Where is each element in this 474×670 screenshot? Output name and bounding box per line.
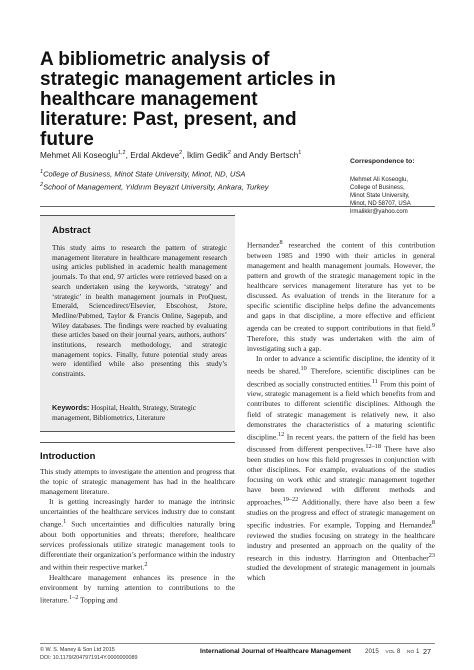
affiliation-text: College of Business, Minot State University, Minot, ND, USA — [43, 169, 246, 179]
paragraph — [40, 497, 235, 573]
author-affiliation-mark: 1,2 — [117, 150, 126, 157]
page-number: 27 — [423, 647, 432, 656]
citation: 12–18 — [365, 443, 381, 451]
citation: 12 — [278, 430, 285, 438]
citation: 8 — [279, 239, 283, 246]
introduction-section — [40, 442, 235, 640]
author-name: Erdal Akdeve — [130, 150, 180, 160]
correspondence-line: Minot State University, — [350, 193, 410, 199]
sentence: Healthcare management enhances its presence in the environment by turning attention to contributions to the literature. — [40, 572, 235, 605]
author-list: Mehmet Ali Koseoglu$^{1,2}$, Erdal Akdeve$^2$, İklim Gedik$^2$ and Andy Bertsch$^1$ — [40, 150, 302, 160]
copyright-line: © W. S. Maney & Son Ltd 2015 — [40, 647, 115, 653]
sentence: Therefore, this study was undertaken with the aim of investigating such a gap. — [247, 333, 435, 353]
issue-info — [365, 648, 419, 655]
author-name: Mehmet Ali Koseoglu — [40, 150, 118, 160]
sentence: It is getting increasingly harder to manage the intrinsic uncertainties of the healthcare services industry due to constant change. — [40, 497, 235, 529]
issue-number: 1 — [415, 648, 420, 655]
correspondence-line: lrmalikkr@yahoo.com — [350, 209, 408, 215]
sentence: Such uncertainties and difficulties naturally bring about both opportunities and threats; therefore, healthcare services professionals utilize strategic management tools to differentiate their organization’s performance within the industry and within their respective market. — [40, 519, 235, 572]
right-column-text — [247, 238, 435, 640]
correspondence-label: Correspondence to: — [350, 158, 415, 165]
sentence: reviewed the studies focusing on strategy in the healthcare industry and presented an approach on the quality of the research in this industry. Harrington and Ottenbacher — [247, 530, 435, 563]
citation: 10 — [300, 365, 307, 373]
header-divider — [40, 206, 435, 207]
affiliation-line — [40, 180, 320, 193]
affiliation-number: 2 — [40, 182, 44, 189]
citation: 19–22 — [282, 496, 299, 504]
citation: 1 — [63, 518, 67, 526]
issue-year: 2015 — [365, 648, 379, 655]
correspondence-address — [350, 176, 460, 216]
citation: 2 — [144, 561, 148, 569]
journal-name: International Journal of Healthcare Management — [200, 648, 351, 655]
paragraph — [40, 467, 235, 497]
sentence: There have also been studies on how this field progresses in conjunction with other disciplines. For example, evaluations of the studies focusing on work ethic and strategic management together have been reviewed with different methods and approaches. — [247, 444, 435, 507]
keywords-text: Hospital, Health, Strategy, Strategic management, Bibliometrics, Literature — [52, 403, 197, 422]
affiliation-text: School of Management, Yıldırım Beyazıt University, Ankara, Turkey — [43, 182, 269, 192]
citation: 9 — [431, 322, 435, 330]
footer-divider — [40, 643, 435, 644]
affiliations — [40, 167, 320, 193]
sentence: Additionally, there have also been a few studies on the progress and effect of strategic management on specific industries. For example, Topping and Hernandez — [247, 497, 435, 530]
sentence: This study attempts to investigate the attention and progress that the topic of strategic management has had in the healthcare management literature. — [40, 467, 235, 497]
sentence: Hernandez — [247, 240, 280, 250]
correspondence-line: College of Business, — [350, 185, 405, 191]
sentence: In recent years, the pattern of the field has been discussed from different perspectives. — [247, 432, 435, 454]
issue-label: NO — [407, 650, 415, 655]
copyright-block — [40, 647, 190, 662]
paragraph — [247, 354, 435, 583]
citation: 11 — [371, 377, 378, 385]
abstract-box — [40, 215, 235, 432]
author-name: Andy Bertsch — [248, 150, 299, 160]
sentence: Therefore, scientific disciplines can be described as socially constructed entities. — [247, 366, 435, 389]
paper-title: A bibliometric analysis of strategic management articles in healthcare management literature: Past, present, and future — [40, 49, 336, 150]
citation: 8 — [431, 518, 435, 526]
correspondence-line: Minot, ND 58707, USA — [350, 201, 411, 207]
abstract-heading: Abstract — [52, 225, 91, 236]
keywords-label: Keywords: — [52, 403, 90, 412]
citation: 1–2 — [68, 594, 79, 602]
author-name: İklim Gedik — [186, 150, 228, 160]
introduction-text — [40, 467, 235, 606]
correspondence-line: Mehmet Ali Koseoglu, — [350, 177, 409, 183]
sentence: studied the development of strategic management in journals which — [247, 563, 435, 583]
author-affiliation-mark: 1 — [298, 150, 302, 157]
sentence: researched the content of this contribution between 1985 and 1990 with their articles in general management and health management journals. However, the pattern and growth of the strategic management topic in the healthcare services management literature has yet to be discussed. As evaluation of trends in the literature for a specific scientific discipline helps define the advancements and gaps in that discipline, a more effective and efficient agenda can be created to support contributions in that field. — [247, 240, 435, 333]
paragraph — [40, 573, 235, 606]
author-affiliation-mark: 2 — [179, 150, 183, 157]
abstract-text: This study aims to research the pattern of strategic management literature in healthcare management research using articles published in academic health management journals. To that end, 97 articles were retrieved based on a search undertaken using the keywords, ‘strategy’ and ‘strategic’ in health management journals in ProQuest, Emerald, Sciencedirect/Elsevier, Ebscohost, Jstore, Medline/Pubmed, Taylor & Francis Online, Sagepub, and Wiley databases. The findings were reached by evaluating these articles based on their journal years, authors, authors’ institutions, research methodology, and strategic management topics. Finally, future potential study areas were identified while also presenting this study’s constraints. — [52, 243, 227, 379]
affiliation-number: 1 — [40, 169, 44, 175]
sentence: From this point of view, strategic management is a field which benefits from and contributes to different scientific disciplines. Although the field of strategic management is relatively new, it also demonstrates the characteristics of a maturing scientific discipline. — [247, 379, 435, 442]
introduction-heading: Introduction — [40, 451, 96, 462]
citation: 23 — [428, 551, 435, 559]
author-affiliation-mark: 2 — [227, 150, 231, 157]
volume-label: VOL — [385, 650, 396, 655]
affiliation-line — [40, 167, 320, 180]
sentence: Topping and — [78, 595, 118, 605]
keywords — [52, 403, 227, 422]
volume-number: 8 — [396, 648, 401, 655]
correspondence-block — [350, 158, 460, 216]
doi-line: DOI: 10.1179/2047971914Y.0000000089 — [40, 654, 138, 661]
sentence: In order to advance a scientific discipline, the identity of it needs be shared. — [247, 354, 435, 376]
paragraph — [247, 238, 435, 354]
